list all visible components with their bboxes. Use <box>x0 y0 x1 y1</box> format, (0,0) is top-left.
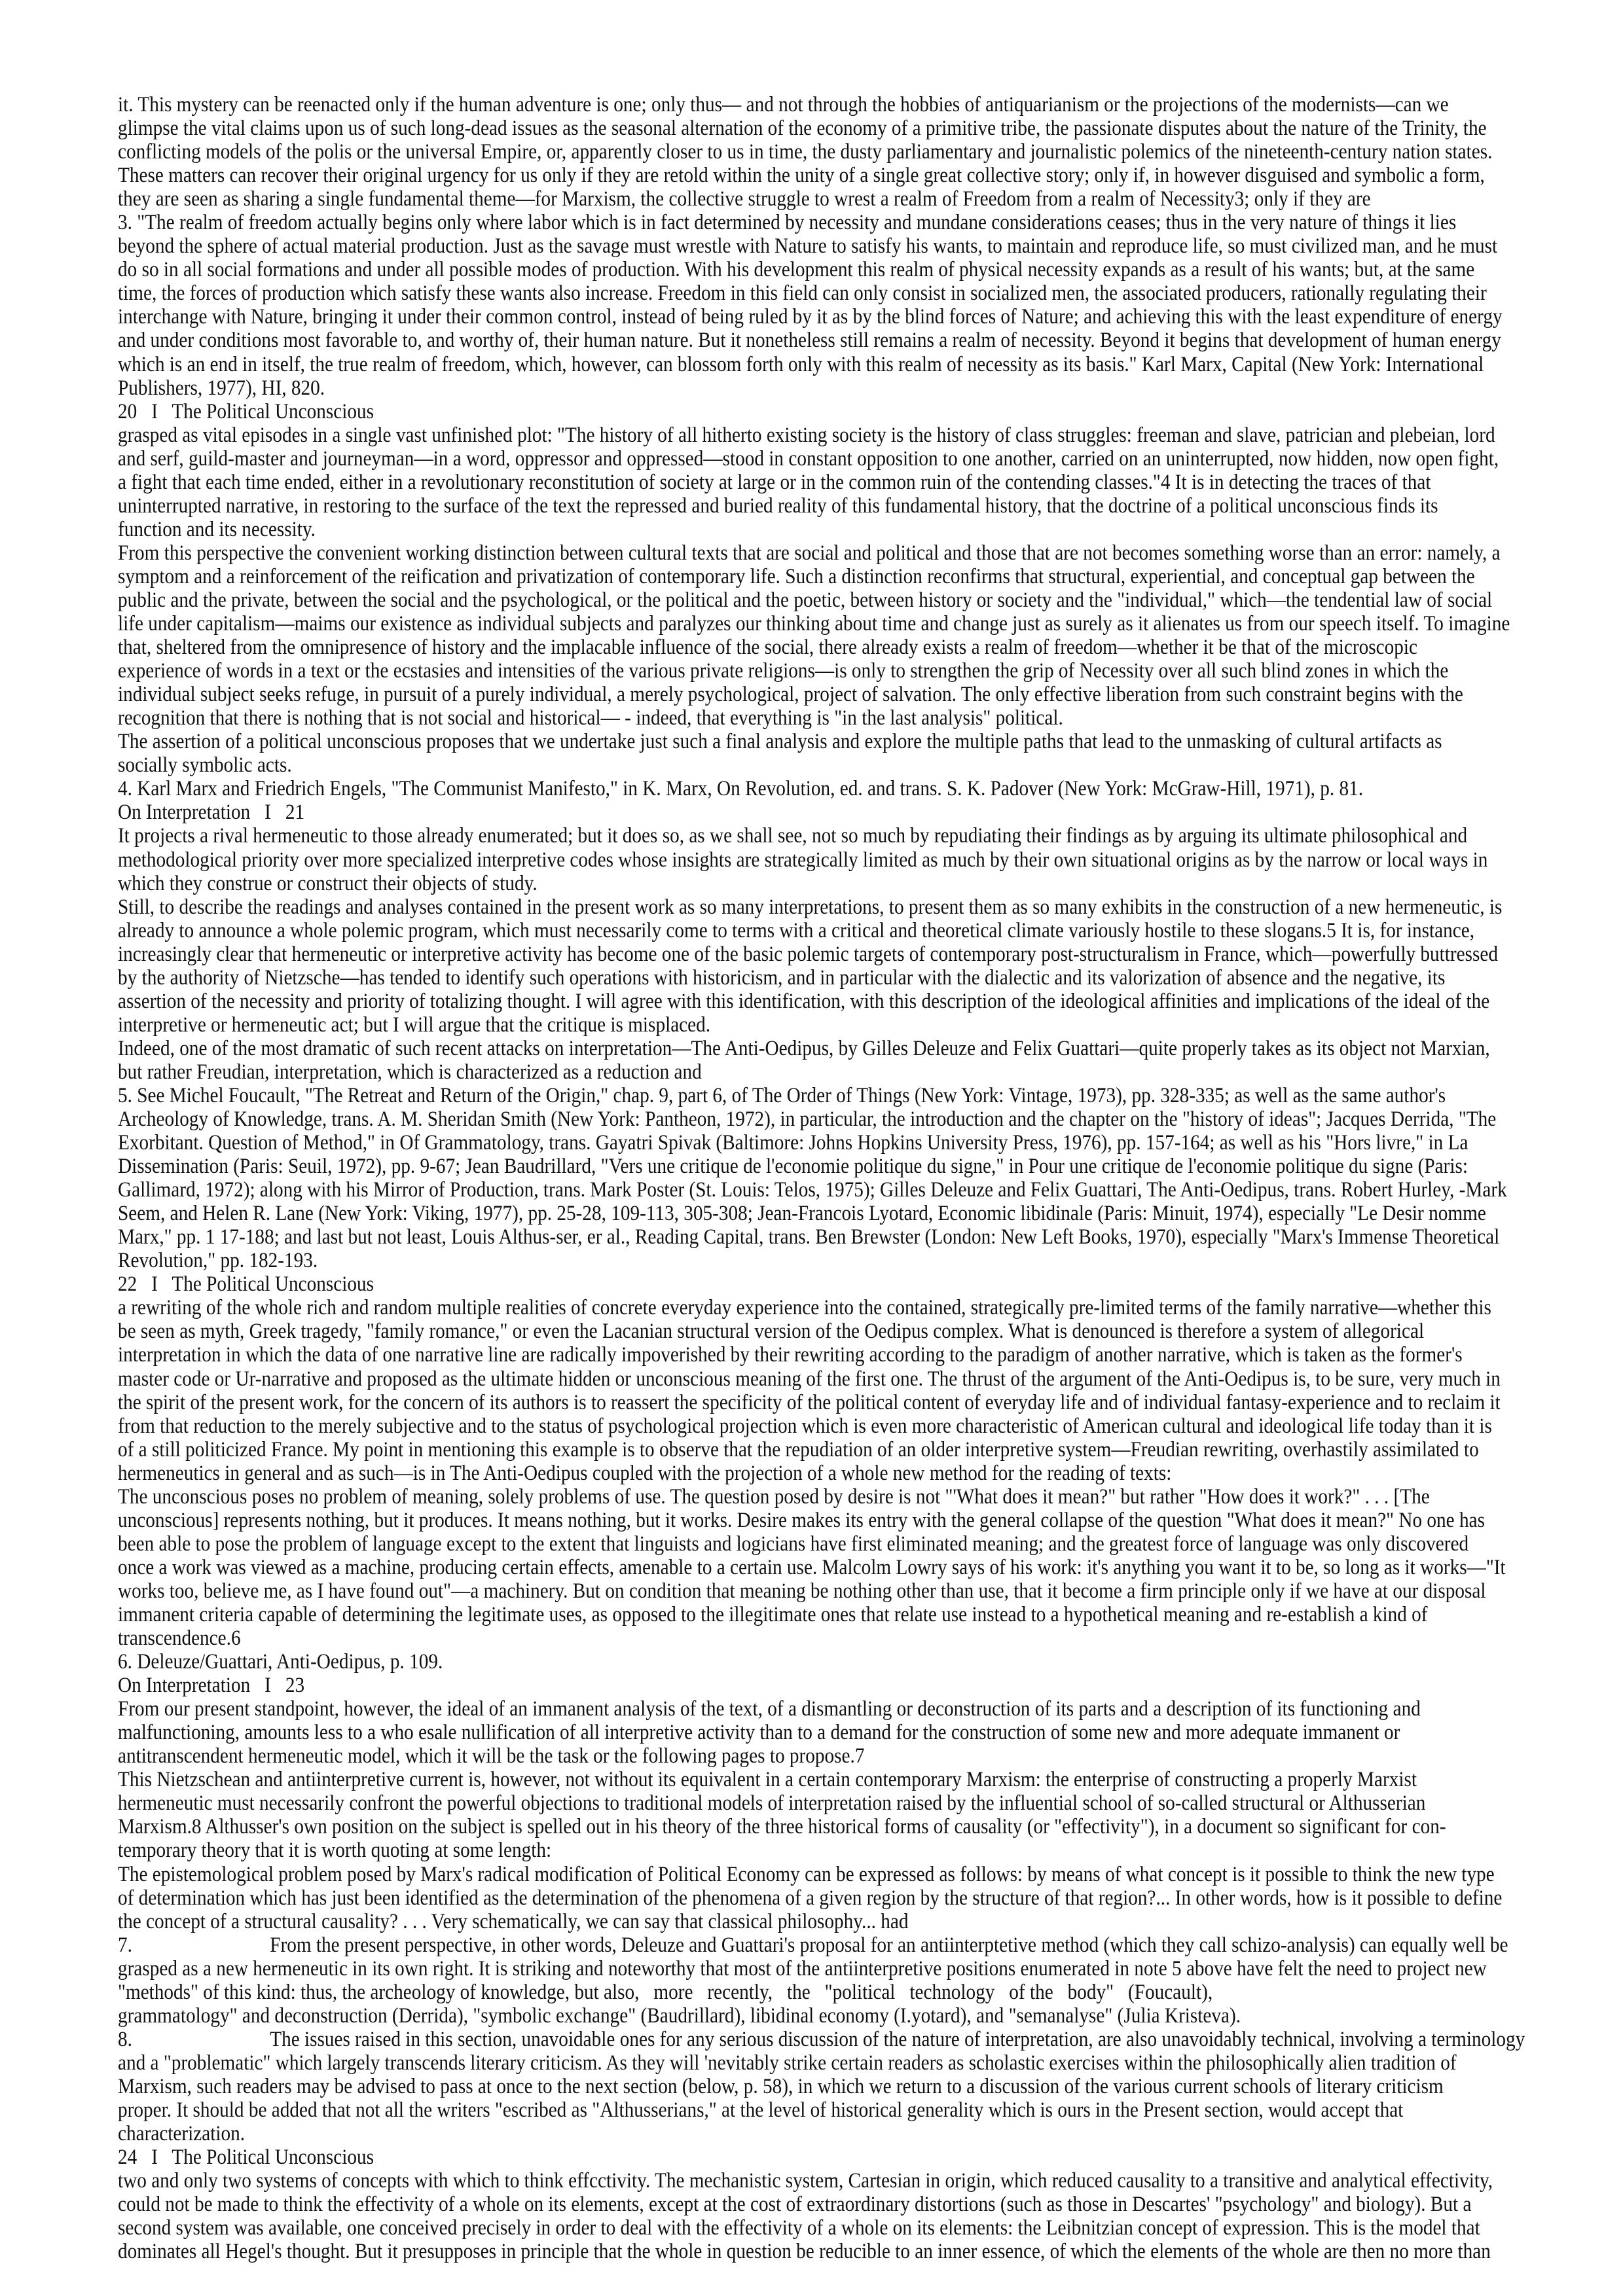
running-head <box>118 400 1532 423</box>
footnote-line <box>118 2075 1532 2098</box>
line-text: From this perspective the convenient working distinction between cultural texts that are social and political and those that are not becomes something worse than an error: namely, a <box>118 541 1501 565</box>
footnote-line <box>118 1155 1532 1178</box>
body-text-line <box>118 1414 1532 1438</box>
line-text: malfunctioning, amounts less to a who esale nullification of all interpretive activity than to a demand for the construction of some new and more adequate immanent or <box>118 1721 1400 1745</box>
body-text-line <box>118 1697 1532 1721</box>
line-text: 6. Deleuze/Guattari, Anti-Oedipus, p. 109. <box>118 1650 443 1674</box>
body-text-line <box>118 1060 1532 1084</box>
line-text: grasped as a new hermeneutic in its own right. It is striking and noteworthy that most of the antiinterpretive positions enumerated in note 5 above have felt the need to project new <box>118 1956 1487 1981</box>
body-text-line <box>118 706 1532 730</box>
line-text: On Interpretation I 21 <box>118 800 305 825</box>
body-text-line <box>118 1367 1532 1391</box>
line-text: already to announce a whole polemic program, which must necessarily come to terms with a critical and theoretical climate variously hostile to these slogans.5 It is, for instance, <box>118 918 1475 942</box>
body-text-line <box>118 565 1532 588</box>
footnote-line <box>118 281 1532 305</box>
running-head <box>118 1272 1532 1296</box>
body-text-line <box>118 824 1532 848</box>
footnote-line <box>118 1981 1532 2004</box>
line-text: a fight that each time ended, either in a revolutionary reconstitution of society at large or in the common ruin of the contending classes."4 It is in detecting the traces of that <box>118 470 1431 494</box>
footnote-line <box>118 2028 1532 2051</box>
line-text: 20 I The Political Unconscious <box>118 399 374 423</box>
line-text: interpretation in which the data of one narrative line are radically impoverished by their rewriting according to the paradigm of another narrative, which is taken as the former's <box>118 1343 1463 1367</box>
line-text: antitranscendent hermeneutic model, which it will be the task or the following pages to propose.7 <box>118 1744 865 1768</box>
footnote-line <box>118 777 1532 800</box>
line-text: Gallimard, 1972); along with his Mirror of Production, trans. Mark Poster (St. Louis: Telos, 1975); Gilles Deleuze and Felix Guattari, The Anti-Oedipus, trans. Robert Hurley, -Mark <box>118 1178 1507 1202</box>
line-text: of a still politicized France. My point in mentioning this example is to observe that the repudiation of an older interpretive system—Freudian rewriting, overhastily assimilated to <box>118 1437 1479 1462</box>
line-text: Still, to describe the readings and analyses contained in the present work as so many interpretations, to present them as so many exhibits in the construction of a new hermeneutic, is <box>118 895 1503 919</box>
line-text: Exorbitant. Question of Method," in Of Grammatology, trans. Gayatri Spivak (Baltimore: Johns Hopkins University Press, 1976), pp. 157-164; as well as his "Hors livre," in La <box>118 1131 1468 1155</box>
line-text: beyond the sphere of actual material production. Just as the savage must wrestle with Nature to satisfy his wants, to maintain and reproduce life, so must civilized man, and he must <box>118 234 1498 259</box>
line-text: the concept of a structural causality? . . . Very schematically, we can say that classical philosophy... had <box>118 1909 909 1933</box>
body-text-line <box>118 1721 1532 1744</box>
line-text: glimpse the vital claims upon us of such long-dead issues as the seasonal alternation of the economy of a primitive tribe, the passionate disputes about the nature of the Trinity, the <box>118 117 1487 141</box>
line-text: methodological priority over more specialized interpretive codes whose insights are strategically limited as much by their own situational origins as by the narrow or local ways in <box>118 848 1488 872</box>
body-text-line <box>118 1391 1532 1414</box>
running-head <box>118 800 1532 824</box>
line-text: The epistemological problem posed by Marx's radical modification of Political Economy can be expressed as follows: by means of what concept is it possible to think the new type <box>118 1862 1495 1886</box>
footnote-line <box>118 2098 1532 2122</box>
body-text-line <box>118 730 1532 753</box>
body-text-line <box>118 471 1532 494</box>
body-text-line <box>118 1343 1532 1367</box>
line-text: a rewriting of the whole rich and random multiple realities of concrete everyday experience into the contained, strategically pre-limited terms of the family narrative—whether this <box>118 1296 1491 1320</box>
line-text: public and the private, between the social and the psychological, or the political and the poetic, between history or society and the "individual," which—the tendential law of social <box>118 588 1493 612</box>
line-text: do so in all social formations and under all possible modes of production. With his development this realm of physical necessity expands as a result of his wants; but, at the same <box>118 258 1475 282</box>
line-text: 5. See Michel Foucault, "The Retreat and Return of the Origin," chap. 9, part 6, of The Order of Things (New York: Vintage, 1973), pp. 328-335; as well as the same author's <box>118 1083 1446 1107</box>
running-head <box>118 1674 1532 1697</box>
body-text-line <box>118 518 1532 541</box>
line-text: 4. Karl Marx and Friedrich Engels, "The Communist Manifesto," in K. Marx, On Revolution, ed. and trans. S. K. Padover (New York: McGraw-Hill, 1971), p. 81. <box>118 777 1364 801</box>
line-text: two and only two systems of concepts with which to think effcctivity. The mechanistic system, Cartesian in origin, which reduced causality to a transitive and analytical effectivity, <box>118 2169 1493 2193</box>
body-text-line <box>118 1791 1532 1815</box>
line-text: 24 I The Political Unconscious <box>118 2145 374 2170</box>
line-text: of determination which has just been identified as the determination of the phenomena of a given region by the structure of that region?... In other words, how is it possible to define <box>118 1886 1503 1910</box>
footnote-line <box>118 1178 1532 1202</box>
body-text-line <box>118 117 1532 140</box>
line-text: From the present perspective, in other words, Deleuze and Guattari's proposal for an antiinterptetive method (which they call schizo-analysis) can equally well be <box>270 1933 1508 1957</box>
body-text-line <box>118 423 1532 447</box>
body-text-line <box>118 1462 1532 1485</box>
footnote-number: 8. <box>118 2027 132 2051</box>
line-text: Dissemination (Paris: Seuil, 1972), pp. 9-67; Jean Baudrillard, "Vers une critique de l'economie politique du signe," in Pour une critique de l'economie politique du signe (Paris: <box>118 1155 1468 1179</box>
line-text: symptom and a reinforcement of the reification and privatization of contemporary life. Such a distinction reconfirms that structural, experiential, and conceptual gap between the <box>118 564 1475 588</box>
line-text: It projects a rival hermeneutic to those already enumerated; but it does so, as we shall see, not so much by repudiating their findings as by arguing its ultimate philosophical and <box>118 824 1468 848</box>
line-text: conflicting models of the polis or the universal Empire, or, apparently closer to us in time, the dusty parliamentary and journalistic polemics of the nineteenth-century nation states. <box>118 140 1493 164</box>
footnote-line <box>118 1650 1532 1674</box>
body-text-line <box>118 541 1532 565</box>
footnote-line <box>118 2004 1532 2028</box>
running-head <box>118 2145 1532 2169</box>
footnote-line <box>118 1957 1532 1981</box>
line-text: grasped as vital episodes in a single vast unfinished plot: "The history of all hitherto existing society is the history of class struggles: freeman and slave, patrician and plebeian, lord <box>118 423 1495 447</box>
footnote-line <box>118 211 1532 234</box>
line-text: and a "problematic" which largely transcends literary criticism. As they will 'nevitably strike certain readers as scholastic exercises within the philosophically alien tradition of <box>118 2051 1457 2075</box>
block-quote-line <box>118 1626 1532 1650</box>
line-text: Marx," pp. 1 17-188; and last but not least, Louis Althus-ser, er al., Reading Capital, trans. Ben Brewster (London: New Left Books, 1970), especially "Marx's Immense Theoretical <box>118 1225 1500 1249</box>
line-text: assertion of the necessity and priority of totalizing thought. I will agree with this identification, with this description of the ideological affinities and implications of the ideal of the <box>118 989 1490 1013</box>
line-text: On Interpretation I 23 <box>118 1674 305 1698</box>
line-text: interpretive or hermeneutic act; but I will argue that the critique is misplaced. <box>118 1013 711 1037</box>
body-text-line <box>118 659 1532 683</box>
line-text: Archeology of Knowledge, trans. A. M. Sheridan Smith (New York: Pantheon, 1972), in particular, the introduction and the chapter on the "history of ideas"; Jacques Derrida, "The <box>118 1107 1497 1132</box>
footnote-line <box>118 1249 1532 1272</box>
block-quote-line <box>118 1579 1532 1603</box>
line-text: Marxism, such readers may be advised to pass at once to the next section (below, p. 58), in which we return to a discussion of the various current schools of literary criticism <box>118 2074 1444 2098</box>
line-text: individual subject seeks refuge, in pursuit of a purely individual, a merely psychological, project of salvation. The only effective liberation from such constraint begins with the <box>118 683 1463 707</box>
footnote-line <box>118 234 1532 258</box>
footnote-line <box>118 329 1532 352</box>
line-text: experience of words in a text or the ecstasies and intensities of the various private religions—is only to strengthen the grip of Necessity over all such blind zones in which the <box>118 659 1449 683</box>
body-text-line <box>118 1037 1532 1060</box>
body-text-line <box>118 140 1532 164</box>
line-text: Indeed, one of the most dramatic of such recent attacks on interpretation—The Anti-Oedipus, by Gilles Deleuze and Felix Guattari—quite properly takes as its object not Marxian, <box>118 1036 1490 1060</box>
body-text-line <box>118 848 1532 872</box>
body-text-line <box>118 966 1532 990</box>
footnote-number: 7. <box>118 1933 132 1957</box>
line-text: socially symbolic acts. <box>118 753 292 778</box>
line-text: The assertion of a political unconscious proposes that we undertake just such a final analysis and explore the multiple paths that lead to the unmasking of cultural artifacts as <box>118 730 1442 754</box>
line-text: "methods" of this kind: thus, the archeology of knowledge, but also, more recently, the "political technology of the body" (Foucault), <box>118 1980 1213 2004</box>
line-text: The unconscious poses no problem of meaning, solely problems of use. The question posed by desire is not "'What does it mean?" but rather "How does it work?" . . . [The <box>118 1484 1430 1509</box>
line-text: hermeneutics in general and as such—is in The Anti-Oedipus coupled with the projection of a whole new method for the reading of texts: <box>118 1461 1172 1485</box>
block-quote-line <box>118 1863 1532 1886</box>
body-text-line <box>118 2193 1532 2216</box>
line-text: This Nietzschean and antiinterpretive current is, however, not without its equivalent in a certain contemporary Marxism: the enterprise of constructing a properly Marxist <box>118 1768 1417 1792</box>
body-text-line <box>118 187 1532 211</box>
line-text: immanent criteria capable of determining the legitimate uses, as opposed to the illegitimate ones that relate use instead to a hypothetical meaning and re-establish a kind of <box>118 1603 1428 1626</box>
line-text: unconscious] represents nothing, but it produces. It means nothing, but it works. Desire makes its entry with the general collapse of the question "What does it mean?" No one has <box>118 1508 1485 1532</box>
line-text: 22 I The Political Unconscious <box>118 1272 374 1297</box>
body-text-line <box>118 2240 1532 2263</box>
line-text: once a work was viewed as a machine, producing certain effects, amenable to a certain use. Malcolm Lowry says of his work: it's anything you want it to be, so long as it works—"It <box>118 1555 1506 1579</box>
line-text: master code or Ur-narrative and proposed as the ultimate hidden or unconscious meaning of the first one. The thrust of the argument of the Anti-Oedipus is, to be sure, very much in <box>118 1367 1501 1391</box>
line-text: and under conditions most favorable to, and worthy of, their human nature. But it nonetheless still remains a realm of necessity. Beyond it begins that development of human energy <box>118 329 1501 353</box>
body-text-line <box>118 1296 1532 1319</box>
body-text-line <box>118 588 1532 612</box>
line-text: dominates all Hegel's thought. But it presupposes in principle that the whole in question be reducible to an inner essence, of which the elements of the whole are then no more than <box>118 2240 1491 2264</box>
line-text: The issues raised in this section, unavoidable ones for any serious discussion of the nature of interpretation, are also unavoidably technical, involving a terminology <box>270 2027 1525 2051</box>
body-text-line <box>118 1438 1532 1462</box>
body-text-line <box>118 1013 1532 1037</box>
footnote-line <box>118 2051 1532 2075</box>
body-text-line <box>118 942 1532 966</box>
line-text: Seem, and Helen R. Lane (New York: Viking, 1977), pp. 25-28, 109-113, 305-308; Jean-Francois Lyotard, Economic libidinale (Paris: Minuit, 1974), especially "Le Desir nomme <box>118 1202 1486 1226</box>
body-text-line <box>118 447 1532 471</box>
line-text: characterization. <box>118 2122 246 2146</box>
footnote-line <box>118 1107 1532 1131</box>
line-text: function and its necessity. <box>118 517 316 541</box>
line-text: which they construe or construct their objects of study. <box>118 871 538 895</box>
body-text-line <box>118 636 1532 659</box>
body-text-line <box>118 1839 1532 1862</box>
line-text: from that reduction to the merely subjective and to the status of psychological projection which is even more characteristic of American cultural and ideological life today than it is <box>118 1414 1492 1438</box>
line-text: These matters can recover their original urgency for us only if they are retold within the unity of a single great collective story; only if, in however disguised and symbolic a form, <box>118 164 1485 188</box>
body-text-line <box>118 1815 1532 1839</box>
block-quote-line <box>118 1556 1532 1579</box>
line-text: interchange with Nature, bringing it under their common control, instead of being ruled by it as by the blind forces of Nature; and achieving this with the least expenditure of energy <box>118 305 1503 329</box>
line-text: and serf, guild-master and journeyman—in a word, oppressor and oppressed—stood in constant opposition to one another, carried on an uninterrupted, now hidden, now open fight, <box>118 446 1499 471</box>
footnote-line <box>118 1933 1532 1957</box>
line-text: they are seen as sharing a single fundamental theme—for Marxism, the collective struggle to wrest a realm of Freedom from a realm of Necessity3; only if they are <box>118 187 1371 211</box>
body-text-line <box>118 753 1532 777</box>
body-text-line <box>118 919 1532 942</box>
line-text: uninterrupted narrative, in restoring to the surface of the text the repressed and buried reality of this fundamental history, that the doctrine of a political unconscious finds its <box>118 493 1438 518</box>
line-text: From our present standpoint, however, the ideal of an immanent analysis of the text, of a dismantling or deconstruction of its parts and a description of its functioning and <box>118 1697 1421 1721</box>
body-text-line <box>118 1768 1532 1791</box>
body-text-line <box>118 2216 1532 2240</box>
line-text: 3. "The realm of freedom actually begins only where labor which is in fact determined by necessity and mundane considerations ceases; thus in the very nature of things it lies <box>118 211 1457 235</box>
line-text: transcendence.6 <box>118 1626 241 1651</box>
line-text: Revolution," pp. 182-193. <box>118 1249 318 1273</box>
document-page <box>118 93 1532 2263</box>
block-quote-line <box>118 1532 1532 1556</box>
body-text-line <box>118 2169 1532 2193</box>
line-text: Publishers, 1977), HI, 820. <box>118 376 325 400</box>
line-text: but rather Freudian, interpretation, which is characterized as a reduction and <box>118 1060 702 1084</box>
footnote-line <box>118 2122 1532 2145</box>
footnote-line <box>118 305 1532 329</box>
line-text: recognition that there is nothing that is not social and historical— - indeed, that everything is "in the last analysis" political. <box>118 706 1063 730</box>
footnote-line <box>118 1202 1532 1225</box>
line-text: time, the forces of production which satisfy these wants also increase. Freedom in this field can only consist in socialized men, the associated producers, rationally regulating their <box>118 281 1487 306</box>
line-text: proper. It should be added that not all the writers "escribed as "Althusserians," at the level of historical generality which is ours in the Present section, would accept that <box>118 2098 1404 2122</box>
footnote-line <box>118 1131 1532 1155</box>
body-text-line <box>118 612 1532 636</box>
footnote-line <box>118 1225 1532 1249</box>
line-text: could not be made to think the effectivity of a whole on its elements, except at the cost of extraordinary distortions (such as those in Descartes' "psychology" and biology). But a <box>118 2193 1472 2217</box>
block-quote-line <box>118 1603 1532 1626</box>
line-text: Marxism.8 Althusser's own position on the subject is spelled out in his theory of the three historical forms of causality (or "effectivity"), in a document so significant for con- <box>118 1815 1446 1839</box>
body-text-line <box>118 93 1532 117</box>
footnote-line <box>118 258 1532 281</box>
line-text: hermeneutic must necessarily confront the powerful objections to traditional models of interpretation raised by the influential school of so-called structural or Althusserian <box>118 1791 1426 1816</box>
line-text: that, sheltered from the omnipresence of history and the implacable influence of the social, there already exists a realm of freedom—whether it be that of the microscopic <box>118 636 1418 660</box>
line-text: temporary theory that it is worth quoting at some length: <box>118 1839 552 1863</box>
body-text-line <box>118 990 1532 1013</box>
body-text-line <box>118 895 1532 919</box>
line-text: increasingly clear that hermeneutic or interpretive activity has become one of the basic polemic targets of contemporary post-structuralism in France, which—powerfully buttressed <box>118 942 1499 966</box>
footnote-line <box>118 376 1532 400</box>
block-quote-line <box>118 1910 1532 1933</box>
line-text: second system was available, one conceived precisely in order to deal with the effectivity of a whole on its elements: the Leibnitzian concept of expression. This is the model that <box>118 2216 1480 2240</box>
body-text-line <box>118 683 1532 706</box>
body-text-line <box>118 1319 1532 1343</box>
block-quote-line <box>118 1509 1532 1532</box>
body-text-line <box>118 164 1532 187</box>
footnote-line <box>118 1084 1532 1107</box>
line-text: grammatology" and deconstruction (Derrida), "symbolic exchange" (Baudrillard), libidinal economy (I.yotard), and "semanalyse" (Julia Kristeva). <box>118 2003 1241 2028</box>
line-text: be seen as myth, Greek tragedy, "family romance," or even the Lacanian structural version of the Oedipus complex. What is denounced is therefore a system of allegorical <box>118 1319 1425 1344</box>
body-text-line <box>118 1744 1532 1768</box>
line-text: by the authority of Nietzsche—has tended to identify such operations with historicism, and in particular with the dialectic and its valorization of absence and the negative, its <box>118 965 1446 990</box>
line-text: the spirit of the present work, for the concern of its authors is to reassert the specificity of the political content of everyday life and of individual fantasy-experience and to reclaim it <box>118 1390 1501 1414</box>
footnote-line <box>118 353 1532 376</box>
line-text: which is an end in itself, the true realm of freedom, which, however, can blossom forth only with this realm of necessity as its basis." Karl Marx, Capital (New York: International <box>118 352 1484 376</box>
block-quote-line <box>118 1485 1532 1509</box>
line-text: been able to pose the problem of language except to the extent that linguists and logicians have first eliminated meaning; and the greatest force of language was only discovered <box>118 1532 1469 1556</box>
line-text: works too, believe me, as I have found out"—a machinery. But on condition that meaning be nothing other than use, that it become a firm principle only if we have at our disposal <box>118 1579 1486 1603</box>
line-text: it. This mystery can be reenacted only if the human adventure is one; only thus— and not through the hobbies of antiquarianism or the projections of the modernists—can we <box>118 93 1449 117</box>
line-text: life under capitalism—maims our existence as individual subjects and paralyzes our thinking about time and change just as surely as it alienates us from our speech itself. To imagine <box>118 612 1510 636</box>
body-text-line <box>118 872 1532 895</box>
block-quote-line <box>118 1886 1532 1910</box>
body-text-line <box>118 494 1532 518</box>
